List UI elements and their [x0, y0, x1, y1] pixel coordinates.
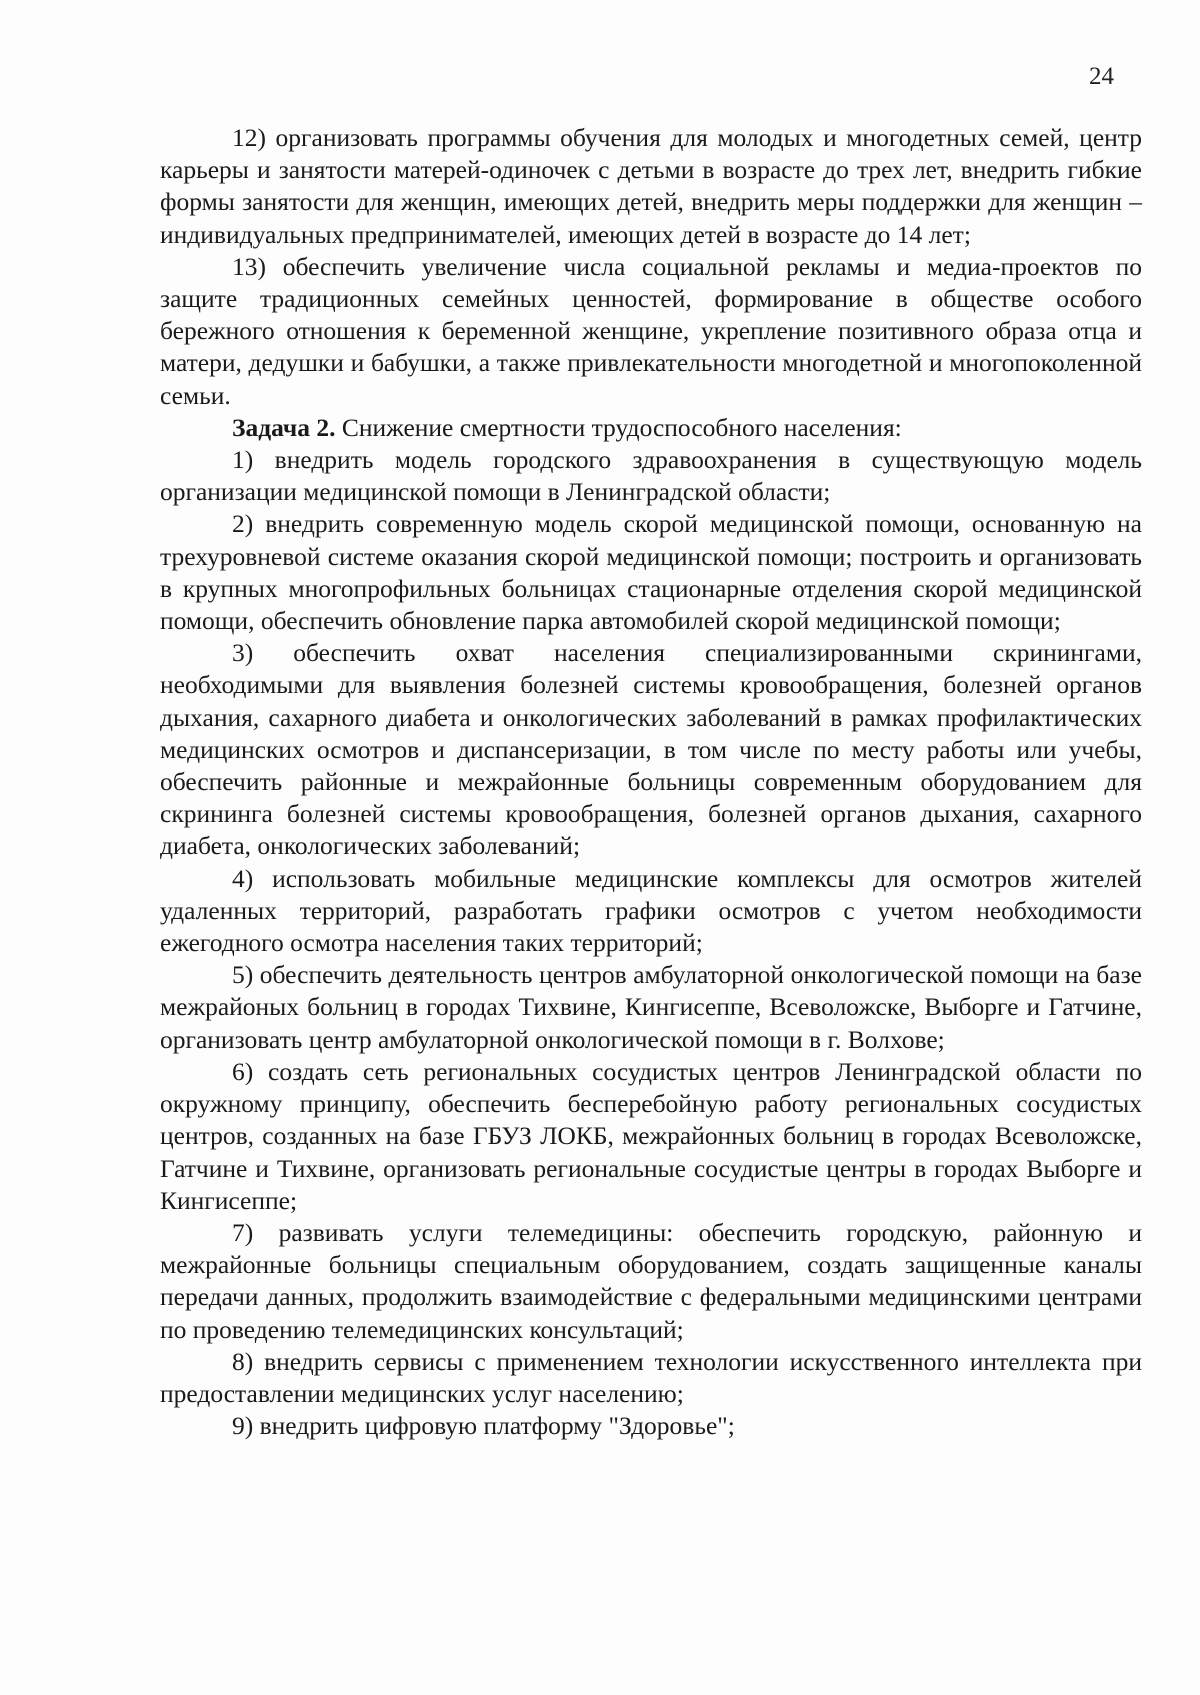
paragraph-item-13: [160, 251, 1142, 412]
paragraph-item-1: [160, 444, 1142, 508]
task-heading: [160, 412, 1142, 444]
paragraph-item-4: [160, 863, 1142, 960]
paragraph-text: 5) обеспечить деятельность центров амбулаторной онкологической помощи на базе межрайоных больниц в городах Тихвине, Кингисеппе, Всеволожске, Выборге и Гатчине, организовать центр амбулаторной онкологической помощи в г. Волхове;: [160, 960, 1142, 1054]
paragraph-text: 13) обеспечить увеличение числа социальной рекламы и медиа-проектов по защите традиционных семейных ценностей, формирование в обществе особого бережного отношения к беременной женщине, укрепление позитивного образа отца и матери, дедушки и бабушки, а также привлекательности многодетной и многопоколенной семьи.: [160, 251, 1142, 410]
paragraph-text: 8) внедрить сервисы с применением технологии искусственного интеллекта при предоставлении медицинских услуг населению;: [160, 1346, 1142, 1408]
task-title: Задача 2.: [232, 412, 336, 442]
paragraph-text: 1) внедрить модель городского здравоохранения в существующую модель организации медицинской помощи в Ленинградской области;: [160, 445, 1142, 507]
document-body: [160, 122, 1142, 1442]
paragraph-text: 6) создать сеть региональных сосудистых центров Ленинградской области по окружному принципу, обеспечить бесперебойную работу региональных сосудистых центров, созданных на базе ГБУЗ ЛОКБ, межрайонных больниц в городах Всеволожске, Гатчине и Тихвине, организовать региональные сосудистые центры в городах Выборге и Кингисеппе;: [160, 1056, 1142, 1215]
paragraph-text: 7) развивать услуги телемедицины: обеспечить городскую, районную и межрайонные больницы специальным оборудованием, создать защищенные каналы передачи данных, продолжить взаимодействие с федеральными медицинскими центрами по проведению телемедицинских консультаций;: [160, 1217, 1142, 1344]
paragraph-item-12: [160, 122, 1142, 251]
paragraph-item-9: [160, 1410, 1142, 1442]
paragraph-text: 2) внедрить современную модель скорой медицинской помощи, основанную на трехуровневой системе оказания скорой медицинской помощи; построить и организовать в крупных многопрофильных больницах стационарные отделения скорой медицинской помощи, обеспечить обновление парка автомобилей скорой медицинской помощи;: [160, 509, 1142, 636]
paragraph-item-5: [160, 959, 1142, 1056]
task-description: Снижение смертности трудоспособного населения:: [335, 412, 902, 442]
paragraph-item-8: [160, 1346, 1142, 1410]
paragraph-text: 4) использовать мобильные медицинские комплексы для осмотров жителей удаленных территорий, разработать графики осмотров с учетом необходимости ежегодного осмотра населения таких территорий;: [160, 863, 1142, 958]
paragraph-item-3: [160, 637, 1142, 862]
paragraph-item-6: [160, 1056, 1142, 1217]
paragraph-text: 9) внедрить цифровую платформу "Здоровье";: [232, 1411, 735, 1441]
paragraph-item-2: [160, 508, 1142, 637]
paragraph-text: 3) обеспечить охват населения специализированными скринингами, необходимыми для выявления болезней системы кровообращения, болезней органов дыхания, сахарного диабета и онкологических заболеваний в рамках профилактических медицинских осмотров и диспансеризации, в том числе по месту работы или учебы, обеспечить районные и межрайонные больницы современным оборудованием для скрининга болезней системы кровообращения, болезней органов дыхания, сахарного диабета, онкологических заболеваний;: [160, 638, 1142, 861]
paragraph-text: 12) организовать программы обучения для молодых и многодетных семей, центр карьеры и занятости матерей-одиночек с детьми в возрасте до трех лет, внедрить гибкие формы занятости для женщин, имеющих детей, внедрить меры поддержки для женщин – индивидуальных предпринимателей, имеющих детей в возрасте до 14 лет;: [160, 123, 1142, 249]
paragraph-item-7: [160, 1217, 1142, 1346]
page-number: 24: [1089, 63, 1114, 90]
